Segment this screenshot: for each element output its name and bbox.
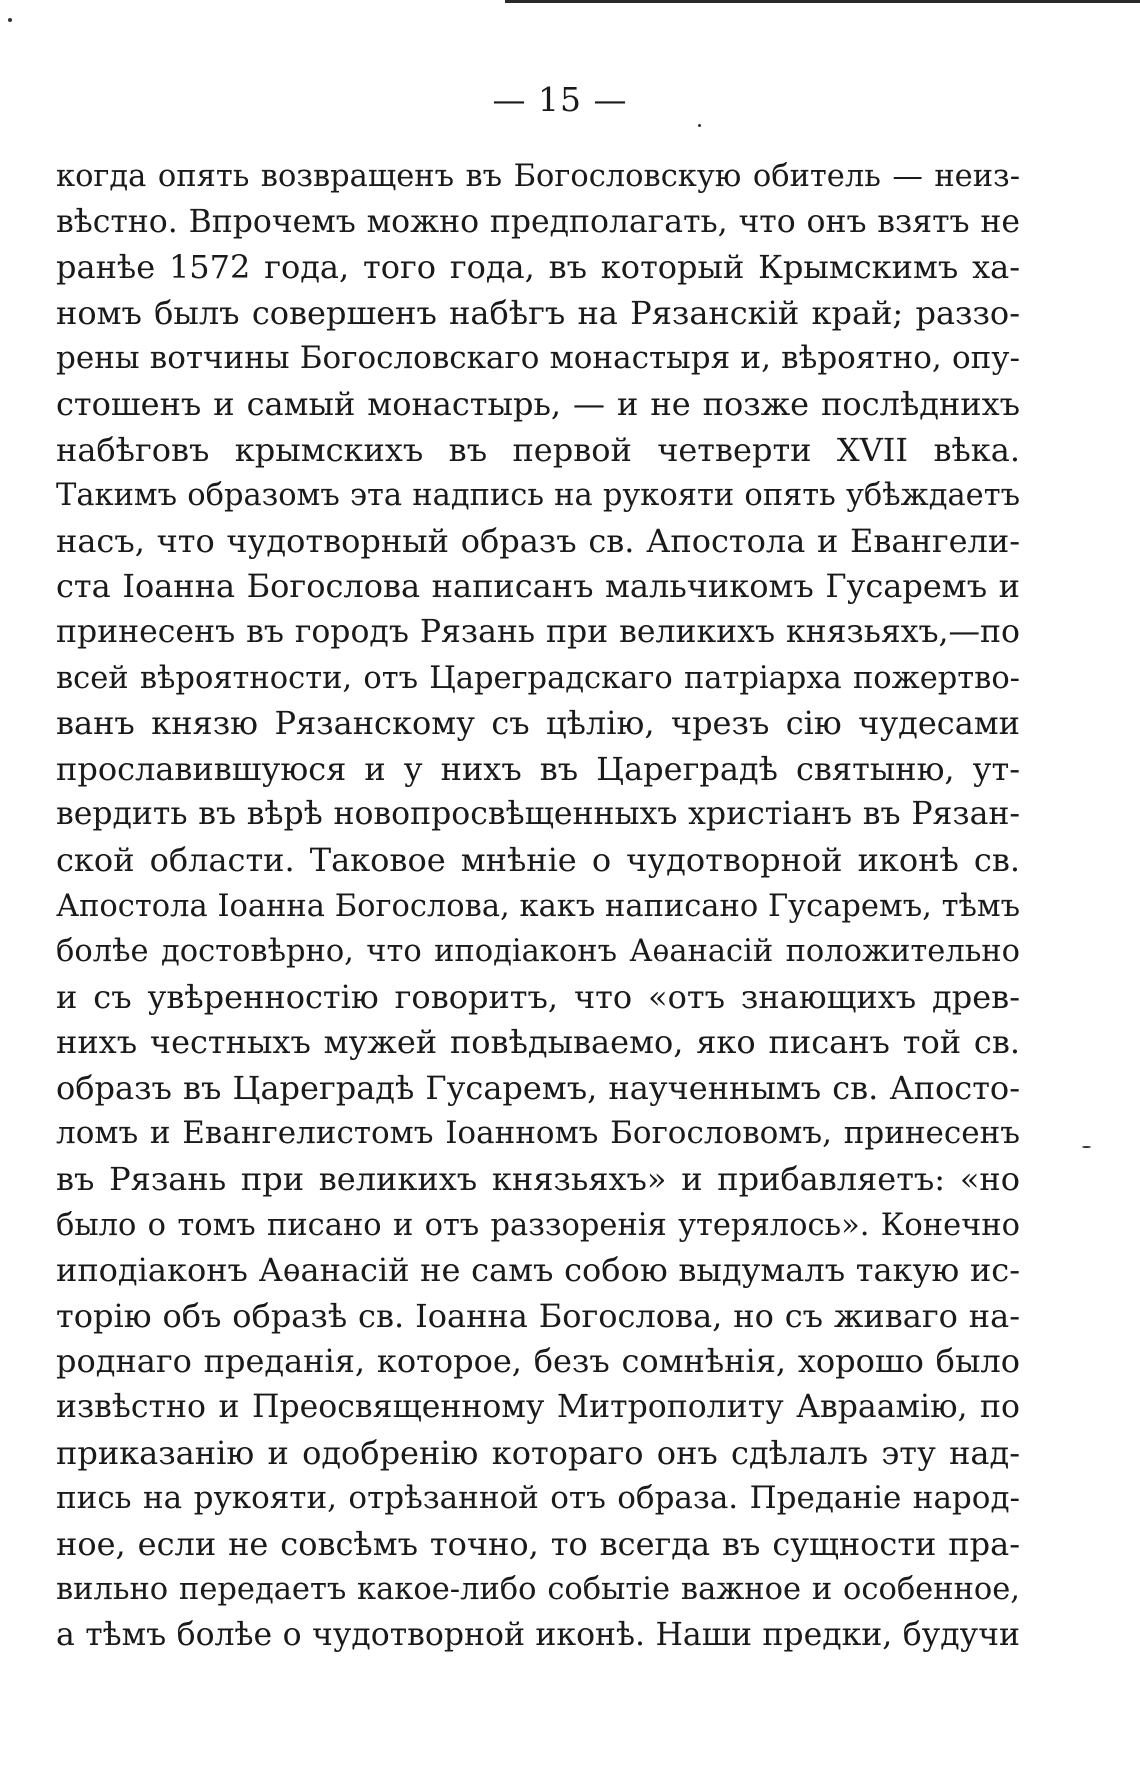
text-line: приказанію и одобренію котораго онъ сдѣлалъ эту над- bbox=[56, 1433, 1020, 1472]
text-line: набѣговъ крымскихъ въ первой четверти XVII вѣка. bbox=[56, 430, 1020, 469]
text-line: а тѣмъ болѣе о чудотворной иконѣ. Наши предки, будучи bbox=[56, 1617, 1020, 1653]
text-line: стошенъ и самый монастырь, — и не позже послѣднихъ bbox=[56, 384, 1020, 423]
text-line: вильно передаетъ какое-либо событіе важное и особенное, bbox=[56, 1572, 1020, 1608]
text-line: рены вотчины Богословскаго монастыря и, вѣроятно, опу- bbox=[56, 340, 1020, 377]
text-line: ломъ и Евангелистомъ Іоанномъ Богословомъ, принесенъ bbox=[56, 1115, 1020, 1152]
text-line: роднаго преданія, которое, безъ сомнѣнія, хорошо было bbox=[56, 1342, 1020, 1381]
text-line: принесенъ въ городъ Рязань при великихъ князьяхъ,—по bbox=[56, 613, 1020, 650]
scan-speck bbox=[8, 18, 12, 22]
text-line: номъ былъ совершенъ набѣгъ на Рязанскій край; раззо- bbox=[56, 293, 1020, 332]
text-line: ное, если не совсѣмъ точно, то всегда въ сущности пра- bbox=[56, 1524, 1020, 1563]
scan-speck bbox=[1082, 1146, 1091, 1148]
text-line: нихъ честныхъ мужей повѣдываемо, яко писанъ той св. bbox=[56, 1023, 1020, 1062]
page-number: — 15 — bbox=[492, 80, 628, 119]
text-line: въ Рязань при великихъ князьяхъ» и прибавляетъ: «но bbox=[56, 1160, 1020, 1199]
text-line: насъ, что чудотворный образъ св. Апостола и Евангели- bbox=[56, 521, 1020, 560]
text-line: Апостола Іоанна Богослова, какъ написано Гусаремъ, тѣмъ bbox=[56, 888, 1020, 924]
text-line: и съ увѣренностію говоритъ, что «отъ знающихъ древ- bbox=[56, 977, 1020, 1016]
text-line: пись на рукояти, отрѣзанной отъ образа. Преданіе народ- bbox=[56, 1480, 1020, 1517]
text-line: иподіаконъ Аѳанасій не самъ собою выдумалъ такую ис- bbox=[56, 1251, 1020, 1290]
text-line: ста Іоанна Богослова написанъ мальчикомъ Гусаремъ и bbox=[56, 567, 1020, 606]
text-line: Такимъ образомъ эта надпись на рукояти опять убѣждаетъ bbox=[56, 478, 1020, 514]
text-line: ранѣе 1572 года, того года, въ который Крымскимъ ха- bbox=[56, 248, 1020, 287]
text-line: вѣстно. Впрочемъ можно предполагать, что онъ взятъ не bbox=[56, 203, 1020, 240]
text-line: образъ въ Цареградѣ Гусаремъ, наученнымъ св. Апосто- bbox=[56, 1068, 1020, 1107]
text-line: прославившуюся и у нихъ въ Цареградѣ святыню, ут- bbox=[56, 749, 1020, 788]
text-line: вердить въ вѣрѣ новопросвѣщенныхъ христіанъ въ Рязан- bbox=[56, 796, 1020, 833]
text-line: извѣстно и Преосвященному Митрополиту Авраамію, по bbox=[56, 1389, 1020, 1426]
text-line: всей вѣроятности, отъ Цареградскаго патріарха пожертво- bbox=[56, 660, 1020, 696]
text-line: ской области. Таковое мнѣніе о чудотворной иконѣ св. bbox=[56, 840, 1020, 879]
text-line: ванъ князю Рязанскому съ цѣлію, чрезъ сію чудесами bbox=[56, 704, 1020, 743]
text-line: торію объ образѣ св. Іоанна Богослова, но съ живаго на- bbox=[56, 1296, 1020, 1335]
body-paragraph bbox=[56, 154, 1020, 1659]
scan-edge-line bbox=[505, 0, 1140, 3]
text-line: когда опять возвращенъ въ Богословскую обитель — неиз- bbox=[56, 159, 1020, 194]
text-line: было о томъ писано и отъ раззоренія утерялось». Конечно bbox=[56, 1207, 1020, 1243]
scan-speck bbox=[698, 124, 701, 127]
text-line: болѣе достовѣрно, что иподіаконъ Аѳанасій положительно bbox=[56, 934, 1020, 970]
